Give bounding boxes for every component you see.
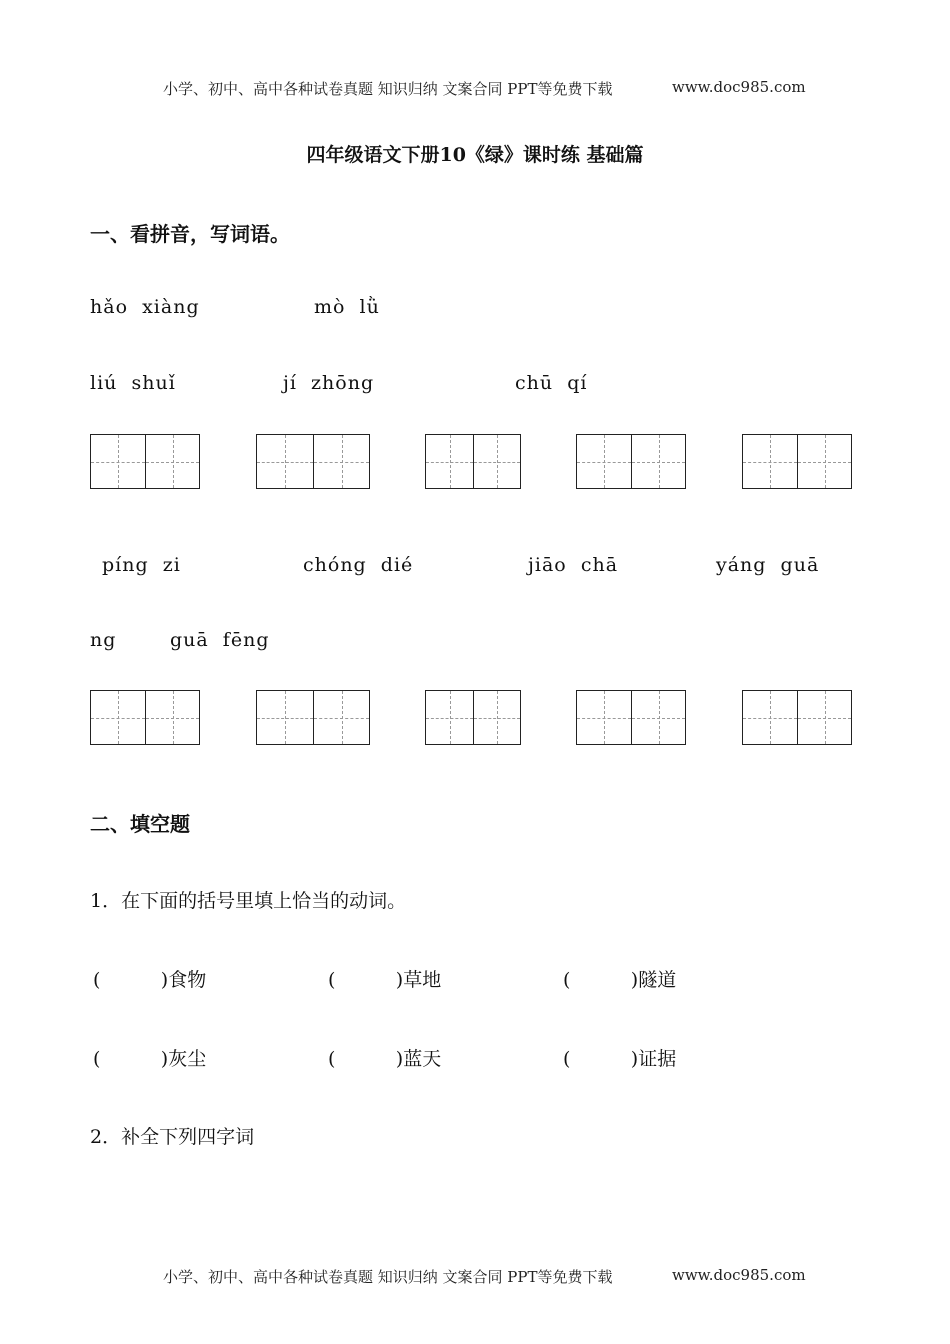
- header-url-link[interactable]: www.doc985.com: [672, 78, 806, 96]
- pinyin-ping-zi: píng zi: [102, 554, 181, 576]
- question-2-prompt: 2．补全下列四字词: [90, 1126, 255, 1148]
- page-title: 四年级语文下册10《绿》课时练 基础篇: [306, 144, 644, 166]
- pinyin-mo-lv: mò lǜ: [314, 296, 380, 318]
- answer-grid-6[interactable]: [90, 690, 200, 745]
- pinyin-chu-qi: chū qí: [515, 372, 588, 394]
- pinyin-hao-xiang: hǎo xiàng: [90, 296, 200, 318]
- answer-grid-8[interactable]: [425, 690, 521, 745]
- fill-blank-evidence[interactable]: ( )证据: [563, 1048, 677, 1070]
- header-promo-text: 小学、初中、高中各种试卷真题 知识归纳 文案合同 PPT等免费下载: [163, 80, 613, 98]
- footer-promo-text: 小学、初中、高中各种试卷真题 知识归纳 文案合同 PPT等免费下载: [163, 1268, 613, 1286]
- answer-grid-3[interactable]: [425, 434, 521, 489]
- fill-blank-food[interactable]: ( )食物: [93, 969, 207, 991]
- footer-url-link[interactable]: www.doc985.com: [672, 1266, 806, 1284]
- question-1-prompt: 1．在下面的括号里填上恰当的动词。: [90, 890, 407, 912]
- pinyin-gua-feng: guā fēng: [170, 629, 270, 651]
- fill-blank-sky[interactable]: ( )蓝天: [328, 1048, 442, 1070]
- pinyin-chong-die: chóng dié: [303, 554, 414, 576]
- pinyin-jiao-cha: jiāo chā: [528, 554, 619, 576]
- answer-grid-10[interactable]: [742, 690, 852, 745]
- fill-blank-tunnel[interactable]: ( )隧道: [563, 969, 677, 991]
- fill-blank-dust[interactable]: ( )灰尘: [93, 1048, 207, 1070]
- answer-grid-2[interactable]: [256, 434, 370, 489]
- pinyin-liu-shui: liú shuǐ: [90, 372, 176, 394]
- section-1-heading: 一、看拼音，写词语。: [90, 222, 290, 246]
- answer-grid-5[interactable]: [742, 434, 852, 489]
- fill-blank-grass[interactable]: ( )草地: [328, 969, 442, 991]
- answer-grid-4[interactable]: [576, 434, 686, 489]
- answer-grid-7[interactable]: [256, 690, 370, 745]
- pinyin-ji-zhong: jí zhōng: [283, 372, 375, 394]
- section-2-heading: 二、填空题: [90, 812, 190, 836]
- answer-grid-9[interactable]: [576, 690, 686, 745]
- answer-grid-1[interactable]: [90, 434, 200, 489]
- pinyin-yang-gua: yáng guā: [716, 554, 820, 576]
- pinyin-ng: ng: [90, 629, 117, 651]
